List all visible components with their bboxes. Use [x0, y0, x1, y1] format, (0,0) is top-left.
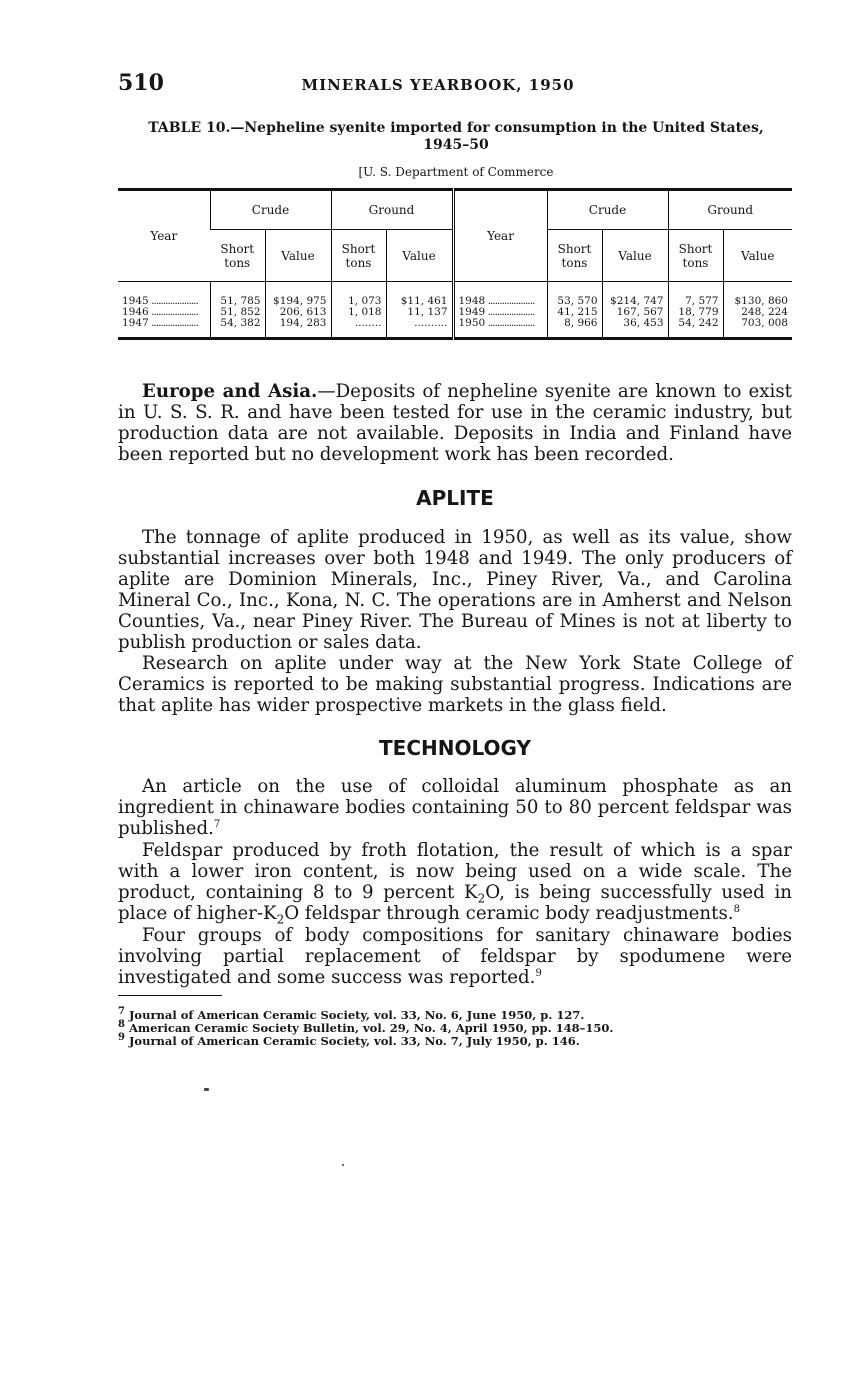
running-title: MINERALS YEARBOOK, 1950: [301, 76, 575, 94]
footnote-ref: 9: [535, 967, 542, 979]
footnote-ref: 8: [733, 903, 740, 915]
import-table: [118, 188, 792, 340]
ground-value-cell: $11, 461: [386, 292, 453, 307]
year-cell: 1950 .....: [459, 318, 543, 329]
value-header: Value: [723, 230, 792, 282]
table-row: [118, 318, 792, 339]
europe-asia-lead: Europe and Asia.: [142, 381, 318, 402]
short-tons-header: Short tons: [547, 230, 602, 282]
europe-asia-text: —Deposits of nepheline syenite are known to exist in U. S. S. R. and have been tested for use in the ceramic industry, but production data are not available. Deposits in India and Finland have been reported but no development work has been recorded.: [118, 381, 792, 465]
crude-value-cell: 206, 613: [265, 307, 331, 318]
footnote-item: $^7$ Journal of American Ceramic Society, vol. 33, No. 6, June 1950, p. 127.: [118, 1006, 585, 1022]
table-title: [118, 120, 794, 154]
value-header: Value: [386, 230, 453, 282]
aplite-heading: APLITE: [416, 486, 494, 510]
footnote-ref: 7: [213, 818, 221, 830]
print-speck: [204, 1088, 209, 1091]
crude-value-cell: 194, 283: [265, 318, 331, 339]
page-number: 510: [118, 70, 164, 96]
year-cell: 1945 .....: [122, 296, 206, 307]
short-tons-header: Short tons: [210, 230, 265, 282]
footnote-item: $^8$ American Ceramic Society Bulletin, vol. 29, No. 4, April 1950, pp. 148–150.: [118, 1019, 614, 1035]
europe-asia-paragraph: [118, 381, 792, 465]
ground-tons-cell: 1, 018: [331, 307, 386, 318]
year-header-left: Year: [118, 190, 210, 282]
crude-header-right: Crude: [547, 190, 668, 230]
short-tons-header: Short tons: [668, 230, 723, 282]
aplite-paragraph-1: The tonnage of aplite produced in 1950, as well as its value, show substantial increases over both 1948 and 1949. The only producers of aplite are Dominion Minerals, Inc., Piney River, Va., and Carolina Mineral Co., Inc., Kona, N. C. The operations are in Amherst and Nelson Counties, Va., near Piney River. The Bureau of Mines is not at liberty to publish production or sales data.: [118, 527, 792, 653]
crude-value-cell: $194, 975: [265, 292, 331, 307]
crude-header-left: Crude: [210, 190, 331, 230]
table-source: [U. S. Department of Commerce: [358, 165, 554, 179]
ground-value-cell: 248, 224: [723, 307, 792, 318]
aplite-paragraph-2: Research on aplite under way at the New York State College of Ceramics is reported to be making substantial progress. Indications are that aplite has wider prospective markets in the glass field.: [118, 653, 792, 716]
ground-header-right: Ground: [668, 190, 792, 230]
ground-value-cell: $130, 860: [723, 292, 792, 307]
crude-value-cell: 36, 453: [602, 318, 668, 339]
ground-header-left: Ground: [331, 190, 453, 230]
crude-value-cell: 167, 567: [602, 307, 668, 318]
crude-tons-cell: 54, 382: [210, 318, 265, 339]
footnotes: [118, 1006, 792, 1048]
footnote-divider: [118, 995, 222, 996]
table-title-line2: 1945–50: [423, 137, 489, 153]
footnote-item: $^9$ Journal of American Ceramic Society, vol. 33, No. 7, July 1950, p. 146.: [118, 1032, 580, 1048]
year-cell: 1947 .....: [122, 318, 206, 329]
crude-tons-cell: 8, 966: [547, 318, 602, 339]
table-title-line1: TABLE 10.—Nepheline syenite imported for consumption in the United States,: [148, 120, 764, 136]
ground-tons-cell: 18, 779: [668, 307, 723, 318]
technology-paragraph-1: An article on the use of colloidal aluminum phosphate as an ingredient in chinaware bodies containing 50 to 80 percent feldspar was published.$^7$: [118, 776, 792, 839]
value-header: Value: [602, 230, 668, 282]
crude-tons-cell: 53, 570: [547, 292, 602, 307]
ground-tons-cell: 1, 073: [331, 292, 386, 307]
ground-value-cell: 703, 008: [723, 318, 792, 339]
year-cell: 1946 .....: [122, 307, 206, 318]
ground-value-cell: 11, 137: [386, 307, 453, 318]
page-header: [118, 70, 798, 100]
data-table: [118, 188, 792, 340]
print-speck: [342, 1164, 344, 1166]
technology-heading: TECHNOLOGY: [379, 736, 531, 760]
ground-tons-cell: 7, 577: [668, 292, 723, 307]
ground-tons-cell: 54, 242: [668, 318, 723, 339]
ground-value-cell: ..........: [386, 318, 453, 339]
crude-tons-cell: 51, 785: [210, 292, 265, 307]
short-tons-header: Short tons: [331, 230, 386, 282]
ground-tons-cell: ........: [331, 318, 386, 339]
table-row: [118, 292, 792, 307]
crude-tons-cell: 51, 852: [210, 307, 265, 318]
technology-paragraph-3: Four groups of body compositions for sanitary chinaware bodies involving partial replacement of feldspar by spodumene were investigated and some success was reported.$^9$: [118, 925, 792, 988]
technology-paragraph-2: Feldspar produced by froth flotation, the result of which is a spar with a lower iron content, is now being used on a wide scale. The product, containing 8 to 9 percent $K_2O$, is being successfully used in place of higher-$K_2O$ feldspar through ceramic body readjustments.$^8$: [118, 840, 792, 927]
year-cell: 1948 .....: [459, 296, 543, 307]
value-header: Value: [265, 230, 331, 282]
crude-value-cell: $214, 747: [602, 292, 668, 307]
year-header-right: Year: [453, 190, 547, 282]
year-cell: 1949 .....: [459, 307, 543, 318]
crude-tons-cell: 41, 215: [547, 307, 602, 318]
